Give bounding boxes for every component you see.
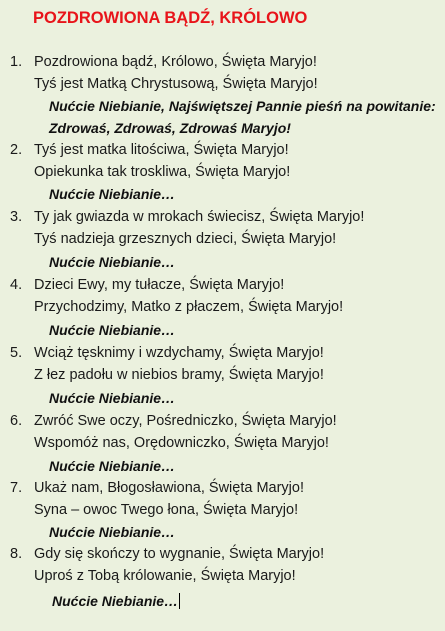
refrain-line: Nućcie Niebianie… bbox=[49, 390, 176, 406]
verse-line: Syna – owoc Twego łona, Święta Maryjo! bbox=[34, 502, 299, 518]
verse-line: Gdy się skończy to wygnanie, Święta Maryjo! bbox=[34, 546, 325, 562]
verse-line: Uproś z Tobą królowanie, Święta Maryjo! bbox=[34, 568, 296, 584]
verse-number: 5. bbox=[10, 345, 23, 361]
refrain-line: Nućcie Niebianie… bbox=[49, 458, 176, 474]
verse-number: 2. bbox=[10, 142, 23, 158]
refrain-line: Nućcie Niebianie… bbox=[52, 593, 179, 609]
verse-number: 1. bbox=[10, 54, 23, 70]
verse-number: 3. bbox=[10, 209, 23, 225]
verse-line: Dzieci Ewy, my tułacze, Święta Maryjo! bbox=[34, 277, 285, 293]
verse-line: Wspomóż nas, Orędowniczko, Święta Maryjo! bbox=[34, 435, 329, 451]
verse-number: 6. bbox=[10, 413, 23, 429]
verse-number: 7. bbox=[10, 480, 23, 496]
verse-line: Wciąż tęsknimy i wzdychamy, Święta Maryjo! bbox=[34, 345, 324, 361]
refrain-line: Nućcie Niebianie… bbox=[49, 524, 176, 540]
verse-line: Pozdrowiona bądź, Królowo, Święta Maryjo! bbox=[34, 54, 317, 70]
song-title: POZDROWIONA BĄDŹ, KRÓLOWO bbox=[33, 9, 308, 27]
refrain-line: Zdrowaś, Zdrowaś, Zdrowaś Maryjo! bbox=[49, 120, 291, 136]
verse-number: 8. bbox=[10, 546, 23, 562]
refrain-line: Nućcie Niebianie… bbox=[49, 254, 176, 270]
verse-line: Przychodzimy, Matko z płaczem, Święta Maryjo! bbox=[34, 299, 344, 315]
verse-line: Tyś jest Matką Chrystusową, Święta Maryjo! bbox=[34, 76, 318, 92]
refrain-line: Nućcie Niebianie… bbox=[49, 186, 176, 202]
refrain-line: Nućcie Niebianie… bbox=[49, 322, 176, 338]
verse-line: Z łez padołu w niebios bramy, Święta Maryjo! bbox=[34, 367, 324, 383]
refrain-line-with-cursor[interactable] bbox=[52, 590, 180, 612]
verse-number: 4. bbox=[10, 277, 23, 293]
refrain-line: Nućcie Niebianie, Najświętszej Pannie pieśń na powitanie: bbox=[49, 98, 436, 114]
verse-line: Tyś jest matka litościwa, Święta Maryjo! bbox=[34, 142, 289, 158]
verse-line: Tyś nadzieja grzesznych dzieci, Święta Maryjo! bbox=[34, 231, 337, 247]
verse-line: Zwróć Swe oczy, Pośredniczko, Święta Maryjo! bbox=[34, 413, 337, 429]
verse-line: Opiekunka tak troskliwa, Święta Maryjo! bbox=[34, 164, 291, 180]
text-cursor bbox=[179, 593, 180, 609]
verse-line: Ukaż nam, Błogosławiona, Święta Maryjo! bbox=[34, 480, 304, 496]
verse-line: Ty jak gwiazda w mrokach świecisz, Święta Maryjo! bbox=[34, 209, 365, 225]
